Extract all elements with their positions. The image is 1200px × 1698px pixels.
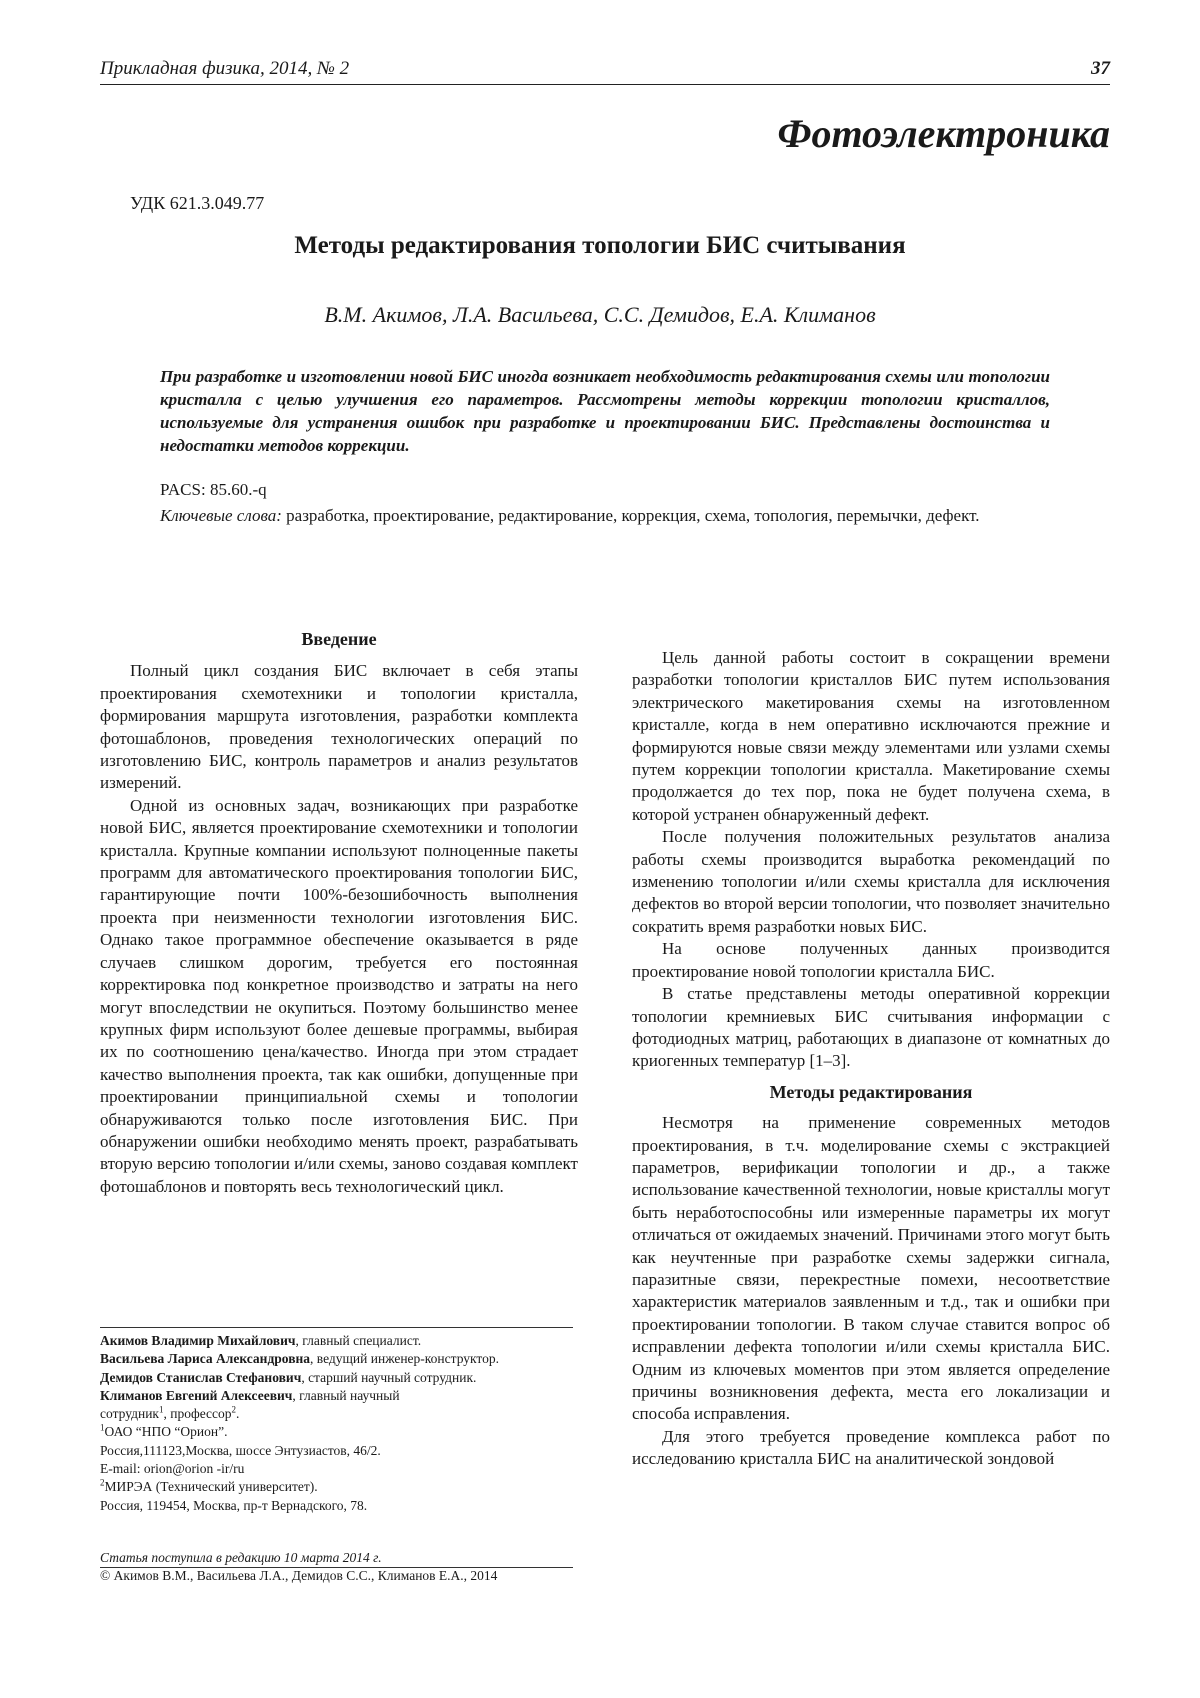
affiliation-address: Россия, 119454, Москва, пр-т Вернадского, 78.	[100, 1497, 368, 1513]
body-paragraph: На основе полученных данных производится проектирование новой топологии кристалла БИС.	[632, 939, 1110, 981]
methods-heading: Методы редактирования	[769, 1081, 973, 1102]
author-name: Демидов Станислав Стефанович	[100, 1369, 302, 1385]
author-role: , ведущий инженер-конструктор.	[310, 1351, 500, 1367]
affiliation	[100, 1478, 580, 1496]
affiliation-email: E-mail: orion@orion -ir/ru	[100, 1461, 245, 1477]
affiliation-marker: 2	[100, 1477, 105, 1488]
author-footnotes	[100, 1332, 580, 1515]
author-name: Васильева Лариса Александровна	[100, 1351, 311, 1367]
keywords	[160, 504, 1060, 528]
article-title: Методы редактирования топологии БИС считывания	[294, 232, 906, 259]
section-title: Фотоэлектроника	[777, 111, 1110, 156]
copyright: © Акимов В.М., Васильева Л.А., Демидов С.С., Климанов Е.А., 2014	[100, 1568, 498, 1583]
keywords-text: разработка, проектирование, редактирование, коррекция, схема, топология, перемычки, дефект.	[286, 506, 980, 525]
intro-heading: Введение	[301, 629, 377, 649]
author-role: , главный научный	[292, 1387, 400, 1403]
intro-paragraph: Одной из основных задач, возникающих при разработке новой БИС, является проектирование схемотехники и топологии кристалла. Крупные компании используют полноценные пакеты программ для автоматического проектирования топологии БИС, гарантирующие почти 100%-безошибочность выполнения проекта при неизменности технологии изготовления БИС. Однако такое программное обеспечение оказывается в ряде случаев слишком дорогим, требуется его постоянная корректировка под конкретное производство и затраты на него могут впоследствии не окупиться. Поэтому большинство менее крупных фирм используют более дешевые программы, выбирая их по соотношению цена/качество. Иногда при этом страдает качество выполнения проекта, так как ошибки, допущенные при проектировании принципиальной схемы и топологии обнаруживаются только после изготовления БИС. При обнаружении ошибки необходимо менять проект, разрабатывать вторую версию топологии и/или схемы, заново создавая комплект фотошаблонов и повторять весь технологический цикл.	[100, 795, 578, 1196]
pacs: PACS: 85.60.-q	[160, 480, 267, 499]
intro-paragraph: Полный цикл создания БИС включает в себя этапы проектирования схемотехники и топологии кристалла, формирования маршрута изготовления, разработки комплекта фотошаблонов, проведения технологических операций по изготовлению БИС, контроль параметров и анализ результатов измерений.	[100, 661, 578, 793]
punctuation: .	[236, 1406, 240, 1422]
author-note-cont	[100, 1405, 580, 1423]
author-role: , профессор	[163, 1406, 232, 1422]
received-date: Статья поступила в редакцию 10 марта 2014 г.	[100, 1548, 573, 1568]
left-column	[100, 628, 578, 1198]
author-note	[100, 1350, 580, 1368]
body-paragraph: Цель данной работы состоит в сокращении времени разработки топологии кристаллов БИС путем использования электрического макетирования схемы на изготовленном кристалле, когда в нем оперативно исключаются прежние и формируются новые связи между элементами или узлами схемы путем коррекции топологии кристалла. Макетирование схемы продолжается до тех пор, пока не будет получена схема, в которой устранен обнаруженный дефект.	[632, 648, 1110, 824]
author-note	[100, 1332, 580, 1350]
affiliation-name: МИРЭА (Технический университет).	[104, 1479, 318, 1495]
body-paragraph: В статье представлены методы оперативной коррекции топологии кремниевых БИС считывания информации с фотодиодных матриц, работающих в диапазоне от комнатных до криогенных температур [1–3].	[632, 984, 1110, 1071]
udc-code: УДК 621.3.049.77	[130, 193, 265, 213]
author-name: Климанов Евгений Алексеевич	[100, 1387, 293, 1403]
author-role: , главный специалист.	[295, 1333, 422, 1348]
affiliation-marker: 1	[100, 1422, 105, 1433]
abstract: При разработке и изготовлении новой БИС иногда возникает необходимость редактирования схемы или топологии кристалла с целью улучшения его параметров. Рассмотрены методы коррекции топологии кристаллов, используемые для устранения ошибок при разработке и проектировании БИС. Представлены достоинства и недостатки методов коррекции.	[160, 367, 1050, 455]
authors: В.М. Акимов, Л.А. Васильева, С.С. Демидов, Е.А. Климанов	[324, 302, 876, 327]
page-number: 37	[1091, 58, 1110, 79]
right-column	[632, 647, 1110, 1471]
footnote-divider	[100, 1327, 573, 1328]
keywords-label: Ключевые слова:	[160, 506, 282, 525]
affiliation	[100, 1423, 580, 1441]
author-note	[100, 1369, 580, 1387]
author-note	[100, 1387, 580, 1405]
running-head	[100, 58, 1110, 85]
author-role: сотрудник	[100, 1406, 159, 1422]
body-paragraph: Для этого требуется проведение комплекса работ по исследованию кристалла БИС на аналитической зондовой	[632, 1426, 1110, 1469]
affiliation-marker: 2	[231, 1404, 237, 1415]
author-name: Акимов Владимир Михайлович	[100, 1333, 296, 1348]
affiliation-name: ОАО “НПО “Орион”.	[104, 1424, 228, 1440]
journal-citation: Прикладная физика, 2014, № 2	[100, 58, 350, 79]
body-paragraph: Несмотря на применение современных методов проектирования, в т.ч. моделирование схемы с экстракцией параметров, верификации топологии и др., а также использование качественной технологии, новые кристаллы могут быть неработоспособны или измеренные параметры их могут отличаться от ожидаемых значений. Причинами этого могут быть как неучтенные при разработке схемы задержки сигнала, паразитные связи, перекрестные помехи, несоответствие характеристик материалов заявленным и т.д., так и ошибки при проектировании топологии. В таком случае ставится вопрос об исправлении дефекта топологии и/или схемы кристалла БИС. Одним из ключевых моментов при этом является определение причины возникновения дефекта, места его локализации и способа исправления.	[632, 1113, 1110, 1424]
affiliation-marker: 1	[158, 1404, 164, 1415]
author-role: , старший научный сотрудник.	[301, 1369, 477, 1385]
affiliation-address: Россия,111123,Москва, шоссе Энтузиастов, 46/2.	[100, 1442, 381, 1458]
body-paragraph: После получения положительных результатов анализа работы схемы производится выработка рекомендаций по изменению топологии и/или схемы кристалла для исключения дефектов во второй версии топологии, что позволяет значительно сократить время разработки новых БИС.	[632, 827, 1110, 936]
